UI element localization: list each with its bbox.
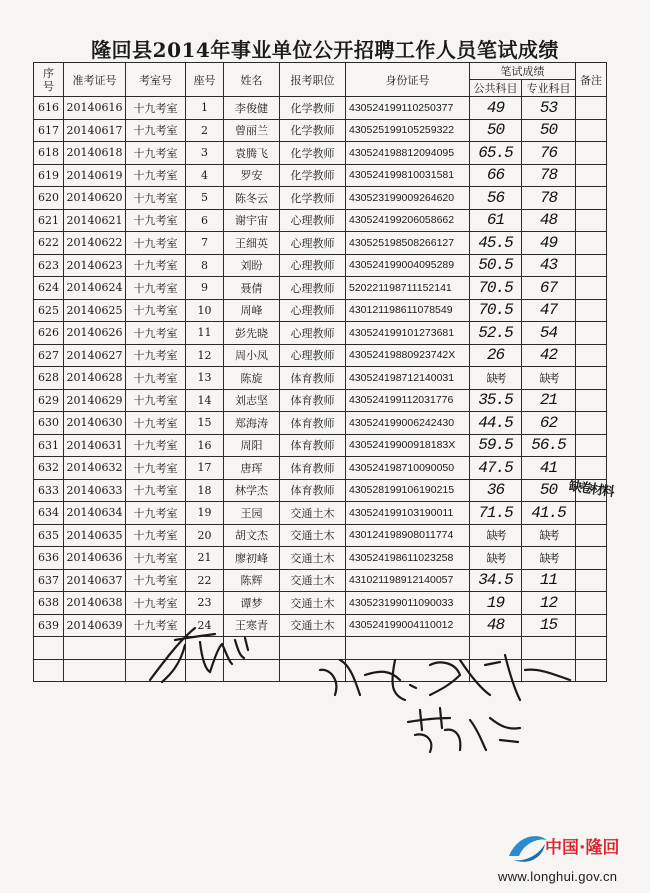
table-row	[34, 479, 607, 502]
header-written: 笔试成绩	[470, 63, 576, 80]
cell-position: 交通土木	[280, 569, 346, 592]
cell-major: 49	[522, 232, 576, 255]
cell-position: 心理教师	[280, 277, 346, 300]
cell-remark	[576, 277, 607, 300]
cell-name: 林学杰	[224, 479, 280, 502]
cell-seat: 20	[186, 524, 224, 547]
cell-remark	[576, 142, 607, 165]
cell-ticket: 20140637	[64, 569, 126, 592]
cell-id: 430524198812094095	[346, 142, 470, 165]
cell-ticket: 20140625	[64, 299, 126, 322]
cell-name: 王寒青	[224, 614, 280, 637]
cell-ticket: 20140638	[64, 592, 126, 615]
cell-position: 体育教师	[280, 457, 346, 480]
cell-room: 十九考室	[126, 344, 186, 367]
cell-room: 十九考室	[126, 412, 186, 435]
cell-public: 50.5	[470, 254, 522, 277]
cell-seq: 628	[34, 367, 64, 390]
cell-remark	[576, 187, 607, 210]
cell-ticket: 20140634	[64, 502, 126, 525]
cell-name: 周峰	[224, 299, 280, 322]
cell-position: 体育教师	[280, 389, 346, 412]
cell-name: 郑海涛	[224, 412, 280, 435]
cell-seq: 621	[34, 209, 64, 232]
cell-remark	[576, 389, 607, 412]
cell-id: 430524198611023258	[346, 547, 470, 570]
table-row	[34, 254, 607, 277]
cell-name: 聂倩	[224, 277, 280, 300]
cell-seq: 619	[34, 164, 64, 187]
cell-id: 430121198611078549	[346, 299, 470, 322]
cell-public: 47.5	[470, 457, 522, 480]
cell-room: 十九考室	[126, 524, 186, 547]
cell-seat: 15	[186, 412, 224, 435]
cell-room: 十九考室	[126, 502, 186, 525]
cell-public: 36	[470, 479, 522, 502]
cell-room: 十九考室	[126, 299, 186, 322]
cell-ticket: 20140631	[64, 434, 126, 457]
cell-public: 52.5	[470, 322, 522, 345]
cell-ticket: 20140622	[64, 232, 126, 255]
cell-remark	[576, 164, 607, 187]
cell-id: 43052419900918183X	[346, 434, 470, 457]
header-public: 公共科目	[470, 80, 522, 97]
cell-name: 王园	[224, 502, 280, 525]
cell-id: 430524199006242430	[346, 412, 470, 435]
cell-major: 缺考	[522, 547, 576, 570]
cell-seat: 24	[186, 614, 224, 637]
cell-room: 十九考室	[126, 389, 186, 412]
header-major: 专业科目	[522, 80, 576, 97]
cell-id: 430124198908011774	[346, 524, 470, 547]
cell-seat: 8	[186, 254, 224, 277]
cell-major: 41.5	[522, 502, 576, 525]
header-ticket: 准考证号	[64, 63, 126, 97]
cell-position: 化学教师	[280, 119, 346, 142]
cell-seq: 627	[34, 344, 64, 367]
cell-major: 42	[522, 344, 576, 367]
cell-position: 心理教师	[280, 322, 346, 345]
cell-position: 化学教师	[280, 142, 346, 165]
cell-remark	[576, 209, 607, 232]
cell-seq: 624	[34, 277, 64, 300]
cell-room: 十九考室	[126, 614, 186, 637]
cell-seq: 634	[34, 502, 64, 525]
cell-remark	[576, 524, 607, 547]
header-name: 姓名	[224, 63, 280, 97]
cell-remark	[576, 97, 607, 120]
cell-seat: 23	[186, 592, 224, 615]
cell-room: 十九考室	[126, 569, 186, 592]
cell-ticket: 20140627	[64, 344, 126, 367]
cell-position: 交通土木	[280, 547, 346, 570]
cell-room: 十九考室	[126, 254, 186, 277]
cell-ticket: 20140633	[64, 479, 126, 502]
cell-position: 体育教师	[280, 434, 346, 457]
table-row	[34, 367, 607, 390]
cell-seq: 639	[34, 614, 64, 637]
header-seq: 序号	[34, 63, 64, 97]
cell-remark	[576, 299, 607, 322]
cell-seq: 629	[34, 389, 64, 412]
table-row	[34, 412, 607, 435]
cell-id: 430523199009264620	[346, 187, 470, 210]
cell-seq: 633	[34, 479, 64, 502]
cell-ticket: 20140621	[64, 209, 126, 232]
cell-ticket: 20140620	[64, 187, 126, 210]
table-row	[34, 209, 607, 232]
table-row	[34, 277, 607, 300]
cell-room: 十九考室	[126, 479, 186, 502]
empty-cell	[34, 659, 64, 682]
cell-position: 心理教师	[280, 299, 346, 322]
cell-name: 袁腾飞	[224, 142, 280, 165]
cell-position: 交通土木	[280, 614, 346, 637]
cell-seq: 630	[34, 412, 64, 435]
cell-position: 交通土木	[280, 592, 346, 615]
table-row	[34, 457, 607, 480]
header-remark: 备注	[576, 63, 607, 97]
cell-remark	[576, 569, 607, 592]
cell-major: 41	[522, 457, 576, 480]
cell-seat: 6	[186, 209, 224, 232]
cell-seat: 14	[186, 389, 224, 412]
cell-name: 廖初峰	[224, 547, 280, 570]
cell-ticket: 20140639	[64, 614, 126, 637]
cell-major: 47	[522, 299, 576, 322]
page-title: 隆回县2014年事业单位公开招聘工作人员笔试成绩	[91, 38, 559, 62]
cell-name: 彭先晓	[224, 322, 280, 345]
cell-ticket: 20140618	[64, 142, 126, 165]
cell-public: 缺考	[470, 547, 522, 570]
cell-name: 李俊健	[224, 97, 280, 120]
table-row	[34, 299, 607, 322]
cell-seq: 632	[34, 457, 64, 480]
cell-id: 430524199004095289	[346, 254, 470, 277]
cell-id: 430523199011090033	[346, 592, 470, 615]
cell-position: 化学教师	[280, 97, 346, 120]
cell-id: 430524198710090050	[346, 457, 470, 480]
cell-seat: 9	[186, 277, 224, 300]
cell-ticket: 20140624	[64, 277, 126, 300]
cell-seq: 623	[34, 254, 64, 277]
cell-position: 体育教师	[280, 412, 346, 435]
cell-major: 21	[522, 389, 576, 412]
cell-public: 44.5	[470, 412, 522, 435]
cell-ticket: 20140635	[64, 524, 126, 547]
table-row	[34, 547, 607, 570]
cell-public: 35.5	[470, 389, 522, 412]
table-row	[34, 142, 607, 165]
cell-public: 66	[470, 164, 522, 187]
table-row	[34, 524, 607, 547]
cell-major: 67	[522, 277, 576, 300]
cell-remark	[576, 434, 607, 457]
cell-remark	[576, 254, 607, 277]
cell-public: 50	[470, 119, 522, 142]
site-url: www.longhui.gov.cn	[498, 869, 618, 884]
cell-seat: 3	[186, 142, 224, 165]
cell-public: 缺考	[470, 524, 522, 547]
cell-major: 缺考	[522, 524, 576, 547]
empty-cell	[576, 637, 607, 660]
cell-seat: 18	[186, 479, 224, 502]
table-body	[34, 97, 607, 682]
header-row-1	[34, 63, 607, 80]
signature-right-bottom	[400, 700, 530, 760]
cell-room: 十九考室	[126, 187, 186, 210]
cell-name: 唐珲	[224, 457, 280, 480]
empty-cell	[64, 637, 126, 660]
cell-id: 43052419880923742X	[346, 344, 470, 367]
table-row	[34, 322, 607, 345]
cell-room: 十九考室	[126, 367, 186, 390]
cell-ticket: 20140632	[64, 457, 126, 480]
cell-remark	[576, 322, 607, 345]
cell-seat: 13	[186, 367, 224, 390]
table-row	[34, 502, 607, 525]
cell-major: 缺考	[522, 367, 576, 390]
score-table	[33, 62, 607, 682]
cell-public: 48	[470, 614, 522, 637]
header-position: 报考职位	[280, 63, 346, 97]
cell-position: 化学教师	[280, 187, 346, 210]
cell-position: 交通土木	[280, 502, 346, 525]
cell-public: 26	[470, 344, 522, 367]
cell-major: 62	[522, 412, 576, 435]
cell-ticket: 20140630	[64, 412, 126, 435]
empty-cell	[64, 659, 126, 682]
cell-remark	[576, 367, 607, 390]
cell-name: 陈冬云	[224, 187, 280, 210]
cell-id: 430524199004110012	[346, 614, 470, 637]
table-row	[34, 164, 607, 187]
header-seat: 座号	[186, 63, 224, 97]
table-row	[34, 434, 607, 457]
cell-id: 520221198711152141	[346, 277, 470, 300]
cell-seat: 22	[186, 569, 224, 592]
cell-major: 11	[522, 569, 576, 592]
cell-seq: 625	[34, 299, 64, 322]
cell-room: 十九考室	[126, 142, 186, 165]
cell-ticket: 20140629	[64, 389, 126, 412]
cell-public: 65.5	[470, 142, 522, 165]
cell-remark	[576, 614, 607, 637]
cell-public: 70.5	[470, 299, 522, 322]
cell-name: 周小凤	[224, 344, 280, 367]
cell-seq: 617	[34, 119, 64, 142]
cell-public: 56	[470, 187, 522, 210]
cell-seq: 618	[34, 142, 64, 165]
table-row	[34, 97, 607, 120]
cell-major: 78	[522, 164, 576, 187]
cell-id: 430524199206058662	[346, 209, 470, 232]
cell-public: 61	[470, 209, 522, 232]
cell-seat: 12	[186, 344, 224, 367]
cell-name: 谭梦	[224, 592, 280, 615]
cell-room: 十九考室	[126, 97, 186, 120]
header-room: 考室号	[126, 63, 186, 97]
cell-id: 430524199810031581	[346, 164, 470, 187]
cell-seat: 5	[186, 187, 224, 210]
cell-id: 430524199110250377	[346, 97, 470, 120]
cell-seat: 1	[186, 97, 224, 120]
cell-name: 胡文杰	[224, 524, 280, 547]
cell-public: 70.5	[470, 277, 522, 300]
cell-name: 王细英	[224, 232, 280, 255]
cell-position: 交通土木	[280, 524, 346, 547]
table-row	[34, 187, 607, 210]
header-id: 身份证号	[346, 63, 470, 97]
cell-seq: 631	[34, 434, 64, 457]
cell-major: 78	[522, 187, 576, 210]
cell-public: 49	[470, 97, 522, 120]
cell-position: 体育教师	[280, 367, 346, 390]
cell-seq: 616	[34, 97, 64, 120]
cell-major: 50	[522, 119, 576, 142]
cell-id: 431021198912140057	[346, 569, 470, 592]
signature-left	[140, 620, 260, 690]
cell-ticket: 20140623	[64, 254, 126, 277]
cell-position: 心理教师	[280, 209, 346, 232]
cell-id: 430528199106190215	[346, 479, 470, 502]
cell-seat: 11	[186, 322, 224, 345]
cell-public: 缺考	[470, 367, 522, 390]
cell-ticket: 20140636	[64, 547, 126, 570]
table-row	[34, 592, 607, 615]
cell-major: 50	[522, 479, 576, 502]
cell-public: 34.5	[470, 569, 522, 592]
cell-public: 19	[470, 592, 522, 615]
cell-seq: 636	[34, 547, 64, 570]
cell-seat: 21	[186, 547, 224, 570]
cell-seat: 10	[186, 299, 224, 322]
cell-major: 76	[522, 142, 576, 165]
cell-major: 53	[522, 97, 576, 120]
side-handwritten-note: 缺卷材料	[567, 478, 614, 500]
cell-ticket: 20140628	[64, 367, 126, 390]
cell-room: 十九考室	[126, 322, 186, 345]
cell-ticket: 20140617	[64, 119, 126, 142]
cell-public: 59.5	[470, 434, 522, 457]
cell-seq: 638	[34, 592, 64, 615]
table-row	[34, 119, 607, 142]
cell-ticket: 20140616	[64, 97, 126, 120]
cell-room: 十九考室	[126, 277, 186, 300]
cell-id: 430524199103190011	[346, 502, 470, 525]
cell-seat: 7	[186, 232, 224, 255]
cell-position: 心理教师	[280, 344, 346, 367]
cell-room: 十九考室	[126, 119, 186, 142]
cell-major: 15	[522, 614, 576, 637]
cell-remark	[576, 547, 607, 570]
cell-seq: 626	[34, 322, 64, 345]
cell-major: 12	[522, 592, 576, 615]
cell-name: 陈辉	[224, 569, 280, 592]
cell-seat: 19	[186, 502, 224, 525]
cell-room: 十九考室	[126, 592, 186, 615]
cell-seat: 2	[186, 119, 224, 142]
cell-major: 56.5	[522, 434, 576, 457]
cell-remark	[576, 412, 607, 435]
cell-seat: 17	[186, 457, 224, 480]
cell-seat: 4	[186, 164, 224, 187]
cell-position: 体育教师	[280, 479, 346, 502]
cell-ticket: 20140619	[64, 164, 126, 187]
table-row	[34, 389, 607, 412]
cell-room: 十九考室	[126, 457, 186, 480]
cell-seq: 637	[34, 569, 64, 592]
cell-position: 化学教师	[280, 164, 346, 187]
cell-major: 43	[522, 254, 576, 277]
cell-name: 罗安	[224, 164, 280, 187]
cell-major: 48	[522, 209, 576, 232]
cell-position: 心理教师	[280, 232, 346, 255]
cell-id: 430524198712140031	[346, 367, 470, 390]
empty-cell	[576, 659, 607, 682]
cell-remark	[576, 502, 607, 525]
cell-remark	[576, 232, 607, 255]
cell-seq: 635	[34, 524, 64, 547]
empty-cell	[34, 637, 64, 660]
cell-remark	[576, 344, 607, 367]
cell-room: 十九考室	[126, 164, 186, 187]
cell-position: 心理教师	[280, 254, 346, 277]
cell-room: 十九考室	[126, 209, 186, 232]
cell-seq: 622	[34, 232, 64, 255]
cell-room: 十九考室	[126, 547, 186, 570]
cell-name: 刘志坚	[224, 389, 280, 412]
cell-name: 曾丽兰	[224, 119, 280, 142]
cell-room: 十九考室	[126, 232, 186, 255]
cell-remark	[576, 119, 607, 142]
cell-id: 430524199112031776	[346, 389, 470, 412]
cell-public: 45.5	[470, 232, 522, 255]
cell-remark	[576, 592, 607, 615]
cell-public: 71.5	[470, 502, 522, 525]
table-row	[34, 569, 607, 592]
cell-room: 十九考室	[126, 434, 186, 457]
cell-name: 陈旋	[224, 367, 280, 390]
cell-id: 430525198508266127	[346, 232, 470, 255]
cell-id: 430524199101273681	[346, 322, 470, 345]
table-row	[34, 232, 607, 255]
table-row	[34, 344, 607, 367]
table-row	[34, 614, 607, 637]
cell-major: 54	[522, 322, 576, 345]
cell-name: 刘盼	[224, 254, 280, 277]
cell-seat: 16	[186, 434, 224, 457]
cell-name: 周阳	[224, 434, 280, 457]
site-name: 中国·隆回	[545, 838, 620, 858]
cell-seq: 620	[34, 187, 64, 210]
cell-name: 谢宇宙	[224, 209, 280, 232]
cell-id: 430525199105259322	[346, 119, 470, 142]
cell-ticket: 20140626	[64, 322, 126, 345]
